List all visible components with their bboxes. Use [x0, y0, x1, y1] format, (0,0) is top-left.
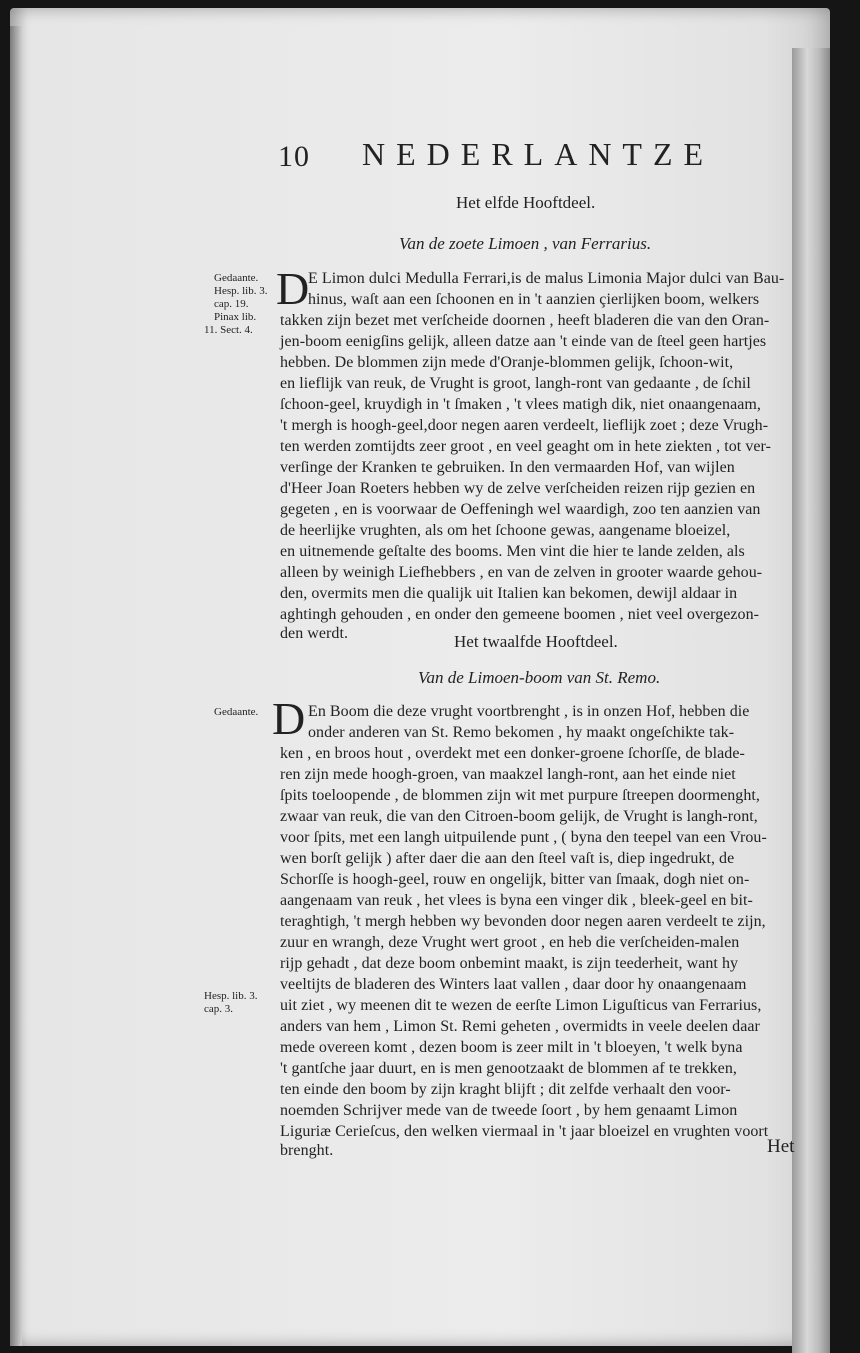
text-line: jen-boom eenigſins gelijk, alleen datze aan 't einde van de ſteel geen hartjes: [280, 333, 767, 350]
text-line: aangenaam van reuk , het vlees is byna een vinger dik , bleek-geel en bit-: [280, 892, 753, 909]
text-line: ſchoon-geel, kruydigh in 't ſmaken , 't vlees matigh dik, niet onaangenaam,: [280, 396, 761, 413]
text-line: anders van hem , Limon St. Remi geheten , overmidts in veele deelen daar: [280, 1018, 760, 1035]
text-line: E Limon dulci Medulla Ferrari,is de malus Limonia Major dulci van Bau-: [308, 270, 785, 287]
text-line: noemden Schrijver mede van de tweede ſoort , by hem genaamt Limon: [280, 1102, 738, 1119]
margin-note: Gedaante.: [214, 272, 259, 284]
margin-note: Hesp. lib. 3.: [214, 285, 268, 297]
catchword: Het: [767, 1136, 795, 1157]
text-line: ken , en broos hout , overdekt met een donker-groene ſchorſſe, de blade-: [280, 745, 745, 762]
text-line: voor ſpits, met een langh uitpuilende punt , ( byna den teepel van een Vrou-: [280, 829, 767, 846]
text-line: wen borſt gelijk ) after daer die aan den ſteel vaſt is, diep ingedrukt, de: [280, 850, 735, 867]
text-line: alleen by weinigh Liefhebbers , en van de zelven in grooter waarde gehou-: [280, 564, 763, 581]
text-line: den werdt.: [280, 625, 349, 642]
text-line: teraghtigh, 't mergh hebben wy bevonden door negen aaren verdeelt te zijn,: [280, 913, 766, 930]
chapter-heading: Het twaalfde Hooftdeel.: [454, 632, 618, 651]
margin-note: Hesp. lib. 3.: [204, 990, 258, 1002]
drop-cap: D: [272, 693, 306, 744]
text-line: En Boom die deze vrught voortbrenght , is in onzen Hof, hebben die: [308, 703, 750, 720]
margin-note: cap. 3.: [204, 1003, 234, 1015]
text-line: gegeten , en is voorwaar de Oeffeningh wel waardigh, zoo ten aanzien van: [280, 501, 761, 518]
text-line: ſpits toeloopende , de blommen zijn wit met purpure ſtreepen doormenght,: [280, 787, 760, 804]
margin-note: Gedaante.: [214, 706, 259, 718]
text-line: Liguriæ Cerieſcus, den welken viermaal in 't jaar bloeizel en vrughten voort: [280, 1123, 769, 1140]
page-gutter: [10, 26, 22, 1346]
page-number: 10: [278, 140, 310, 173]
margin-note: cap. 19.: [214, 298, 249, 310]
text-line: 't gantſche jaar duurt, en is men genootzaakt de blommen af te trekken,: [280, 1060, 737, 1077]
text-line: 't mergh is hoogh-geel,door negen aaren verdeelt, lieflijk zoet ; deze Vrugh-: [280, 417, 769, 434]
book-page: [10, 8, 830, 1346]
drop-cap: D: [276, 263, 310, 314]
text-line: Schorſſe is hoogh-geel, rouw en ongelijk, bitter van ſmaak, dogh niet on-: [280, 871, 750, 888]
text-line: zuur en wrangh, deze Vrught wert groot , en heb die verſcheiden-malen: [280, 934, 740, 951]
chapter-subheading: Van de Limoen-boom van St. Remo.: [418, 668, 661, 687]
text-line: ten werden zomtijdts zeer groot , en veel geaght om in hete ziekten , tot ver-: [280, 438, 771, 455]
text-line: takken zijn bezet met verſcheide doornen , heeft bladeren die van den Oran-: [280, 312, 770, 329]
text-line: en lieflijk van reuk, de Vrught is groot, langh-ront van gedaante , de ſchil: [280, 375, 751, 392]
text-line: en uitnemende geſtalte des booms. Men vint die hier te lande zelden, als: [280, 543, 745, 560]
text-line: de heerlijke vrughten, als om het ſchoone gewas, aangename bloeizel,: [280, 522, 731, 539]
margin-note: Pinax lib.: [214, 311, 257, 323]
text-line: hinus, waſt aan een ſchoonen en in 't aanzien çierlijken boom, welkers: [308, 291, 760, 308]
text-line: den, overmits men die qualijk uit Italien kan bekomen, dewijl aldaar in: [280, 585, 738, 602]
chapter-heading: Het elfde Hooftdeel.: [456, 193, 596, 212]
page-edge: [792, 48, 830, 1353]
margin-note: 11. Sect. 4.: [204, 324, 253, 336]
text-line: d'Heer Joan Roeters hebben wy de zelve verſcheiden reizen rijp gezien en: [280, 480, 756, 497]
text-line: brenght.: [280, 1142, 334, 1159]
text-line: mede overeen komt , dezen boom is zeer milt in 't bloeyen, 't welk byna: [280, 1039, 743, 1056]
text-line: ren zijn mede hoogh-groen, van maakzel langh-ront, aan het einde niet: [280, 766, 736, 783]
text-line: verſinge der Kranken te gebruiken. In den vermaarden Hof, van wijlen: [280, 459, 735, 476]
text-line: veeltijts de bladeren des Winters laat vallen , daar door hy onaangenaam: [280, 976, 747, 993]
text-line: ten einde den boom by zijn kraght blijft ; dit zelfde verhaalt den voor-: [280, 1081, 731, 1098]
text-line: uit ziet , wy meenen dit te wezen de eerſte Limon Liguſticus van Ferrarius,: [280, 997, 762, 1014]
running-head: NEDERLANTZE: [362, 136, 715, 172]
text-line: aghtingh gehouden , en onder den gemeene boomen , niet veel overgezon-: [280, 606, 760, 623]
text-line: hebben. De blommen zijn mede d'Oranje-blommen gelijk, ſchoon-wit,: [280, 354, 734, 371]
text-line: rijp gehadt , dat deze boom onbemint maakt, is zijn teederheit, want hy: [280, 955, 739, 972]
chapter-subheading: Van de zoete Limoen , van Ferrarius.: [399, 234, 652, 253]
text-line: zwaar van reuk, die van den Citroen-boom gelijk, de Vrught is langh-ront,: [280, 808, 758, 825]
text-line: onder anderen van St. Remo bekomen , hy maakt ongeſchikte tak-: [308, 724, 735, 741]
